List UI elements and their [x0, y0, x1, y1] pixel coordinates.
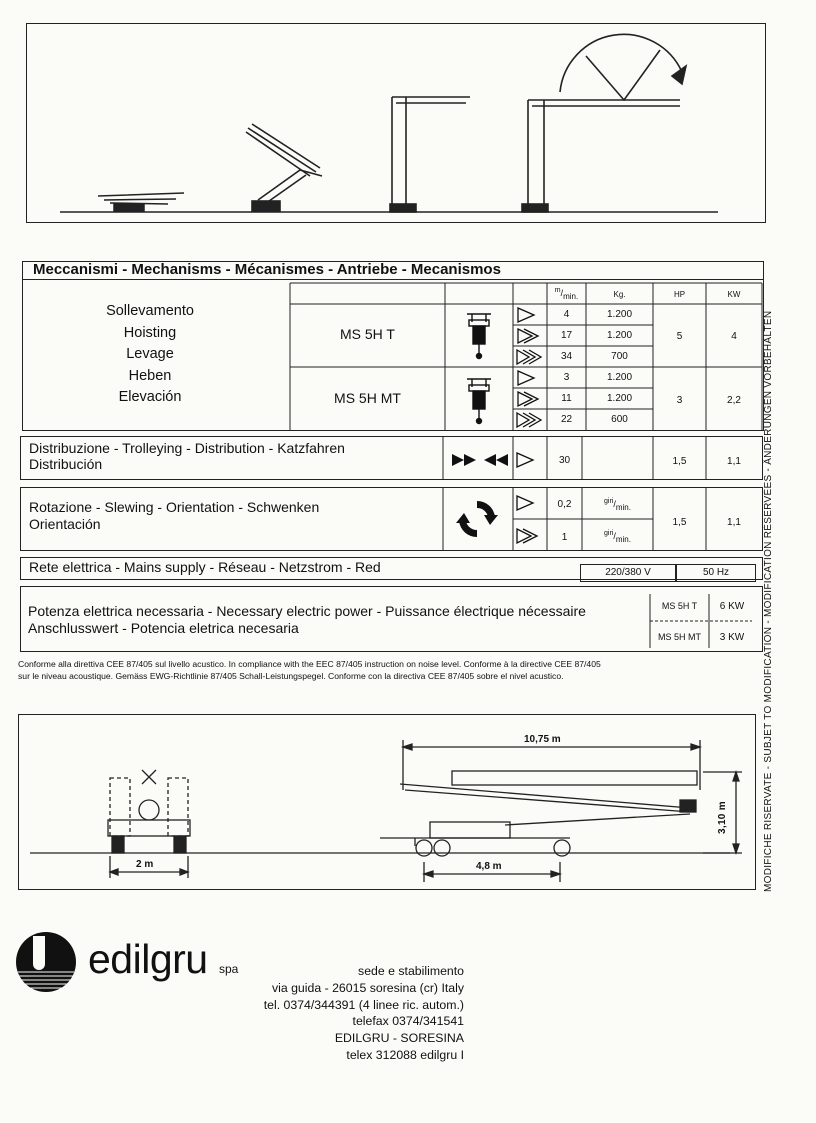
company-brand: edilgru — [88, 936, 208, 982]
power-model: MS 5H T — [661, 601, 698, 611]
speed-unit-header: $^m/_{min.}$ — [554, 287, 579, 301]
mains-label: Rete elettrica - Mains supply - Réseau - Netzstrom - Red — [29, 559, 381, 575]
trolleying-label-2: Distribución — [29, 456, 103, 472]
wheelbase-label: 4,8 m — [476, 861, 502, 872]
address-line: telex 312088 edilgru I — [346, 1047, 464, 1062]
slewing-label-2: Orientación — [29, 516, 101, 532]
hoisting-label: Hoisting — [123, 324, 177, 341]
edilgru-logo-icon — [13, 928, 79, 994]
load-value: 1.200 — [606, 372, 633, 383]
conformity-note-2: sur le niveau acoustique. Gemäss EWG-Richtlinie 87/405 Schall-Leistungspegel. Conforme con la directiva CEE 87/405 sobre el nivel acustico. — [18, 671, 564, 681]
mechanisms-title: Meccanismi - Mechanisms - Mécanismes - Antriebe - Mecanismos — [33, 261, 501, 278]
kw-header: KW — [727, 290, 741, 299]
conformity-note: Conforme alla direttiva CEE 87/405 sul livello acustico. In compliance with the EEC 87/405 instruction on noise level. Conforme à la directive CEE 87/405 — [18, 659, 601, 669]
slew-kw: 1,1 — [727, 517, 741, 528]
hp-value: 3 — [676, 395, 683, 406]
address-line: sede e stabilimento — [358, 964, 464, 978]
speed-value: 17 — [560, 330, 573, 341]
length-label: 10,75 m — [524, 734, 561, 745]
company-suffix: spa — [219, 962, 239, 976]
trolleying-label: Distribuzione - Trolleying - Distribution - Katzfahren — [29, 440, 345, 456]
company-address — [264, 963, 464, 1064]
hoisting-label: Levage — [126, 346, 174, 362]
slewing-label: Rotazione - Slewing - Orientation - Schwenken — [29, 499, 320, 515]
height-label: 3,10 m — [717, 801, 728, 834]
model-name: MS 5H T — [340, 326, 395, 342]
speed-value: 22 — [560, 414, 573, 425]
slew-unit: $^{giri}/_{min.}$ — [604, 530, 631, 544]
slew-hp: 1,5 — [672, 517, 687, 528]
kw-value: 4 — [731, 331, 737, 342]
address-line: via guida - 26015 soresina (cr) Italy — [271, 980, 464, 995]
hoisting-label: Heben — [128, 367, 172, 384]
model-name: MS 5H MT — [334, 390, 401, 406]
power-model: MS 5H MT — [657, 632, 701, 642]
front-width-label: 2 m — [136, 859, 154, 870]
trolley-hp: 1,5 — [672, 456, 687, 467]
trolley-speed: 30 — [558, 455, 571, 466]
load-value: 1.200 — [606, 330, 633, 341]
load-value: 600 — [611, 414, 628, 425]
load-value: 1.200 — [606, 393, 633, 404]
trolley-kw: 1,1 — [727, 456, 741, 467]
slew-speed: 0,2 — [557, 499, 572, 510]
address-line: tel. 0374/344391 (4 linee ric. autom.) — [263, 997, 464, 1012]
address-line: telefax 0374/341541 — [352, 1014, 464, 1029]
power-value: 3 KW — [719, 632, 745, 643]
modification-note: MODIFICHE RISERVATE - SUBJET TO MODIFICATION - MODIFICATION RÉSERVÉES - ÄNDERUNGEN VORBEHALTEN — [763, 310, 774, 892]
hp-header: HP — [673, 290, 686, 299]
slew-unit: $^{giri}/_{min.}$ — [604, 498, 631, 512]
power-value: 6 KW — [719, 601, 745, 612]
speed-value: 11 — [561, 393, 572, 404]
kw-value: 2,2 — [727, 395, 741, 406]
speed-value: 4 — [563, 309, 570, 320]
power-label-2: Anschlusswert - Potencia eletrica necesaria — [28, 620, 299, 636]
speed-value: 34 — [560, 351, 573, 362]
load-value: 1.200 — [606, 309, 633, 320]
mains-voltage: 220/380 V — [605, 567, 651, 578]
address-line: EDILGRU - SORESINA — [334, 1031, 464, 1046]
slew-speed: 1 — [561, 532, 568, 543]
hp-value: 5 — [676, 331, 683, 342]
hoisting-label: Sollevamento — [106, 303, 194, 319]
kg-header: Kg. — [613, 290, 626, 299]
load-value: 700 — [611, 351, 628, 362]
mains-frequency: 50 Hz — [702, 567, 730, 578]
hoisting-label: Elevación — [118, 389, 182, 405]
power-label: Potenza elettrica necessaria - Necessary electric power - Puissance électrique nécessaire — [28, 603, 586, 619]
speed-value: 3 — [563, 372, 570, 383]
